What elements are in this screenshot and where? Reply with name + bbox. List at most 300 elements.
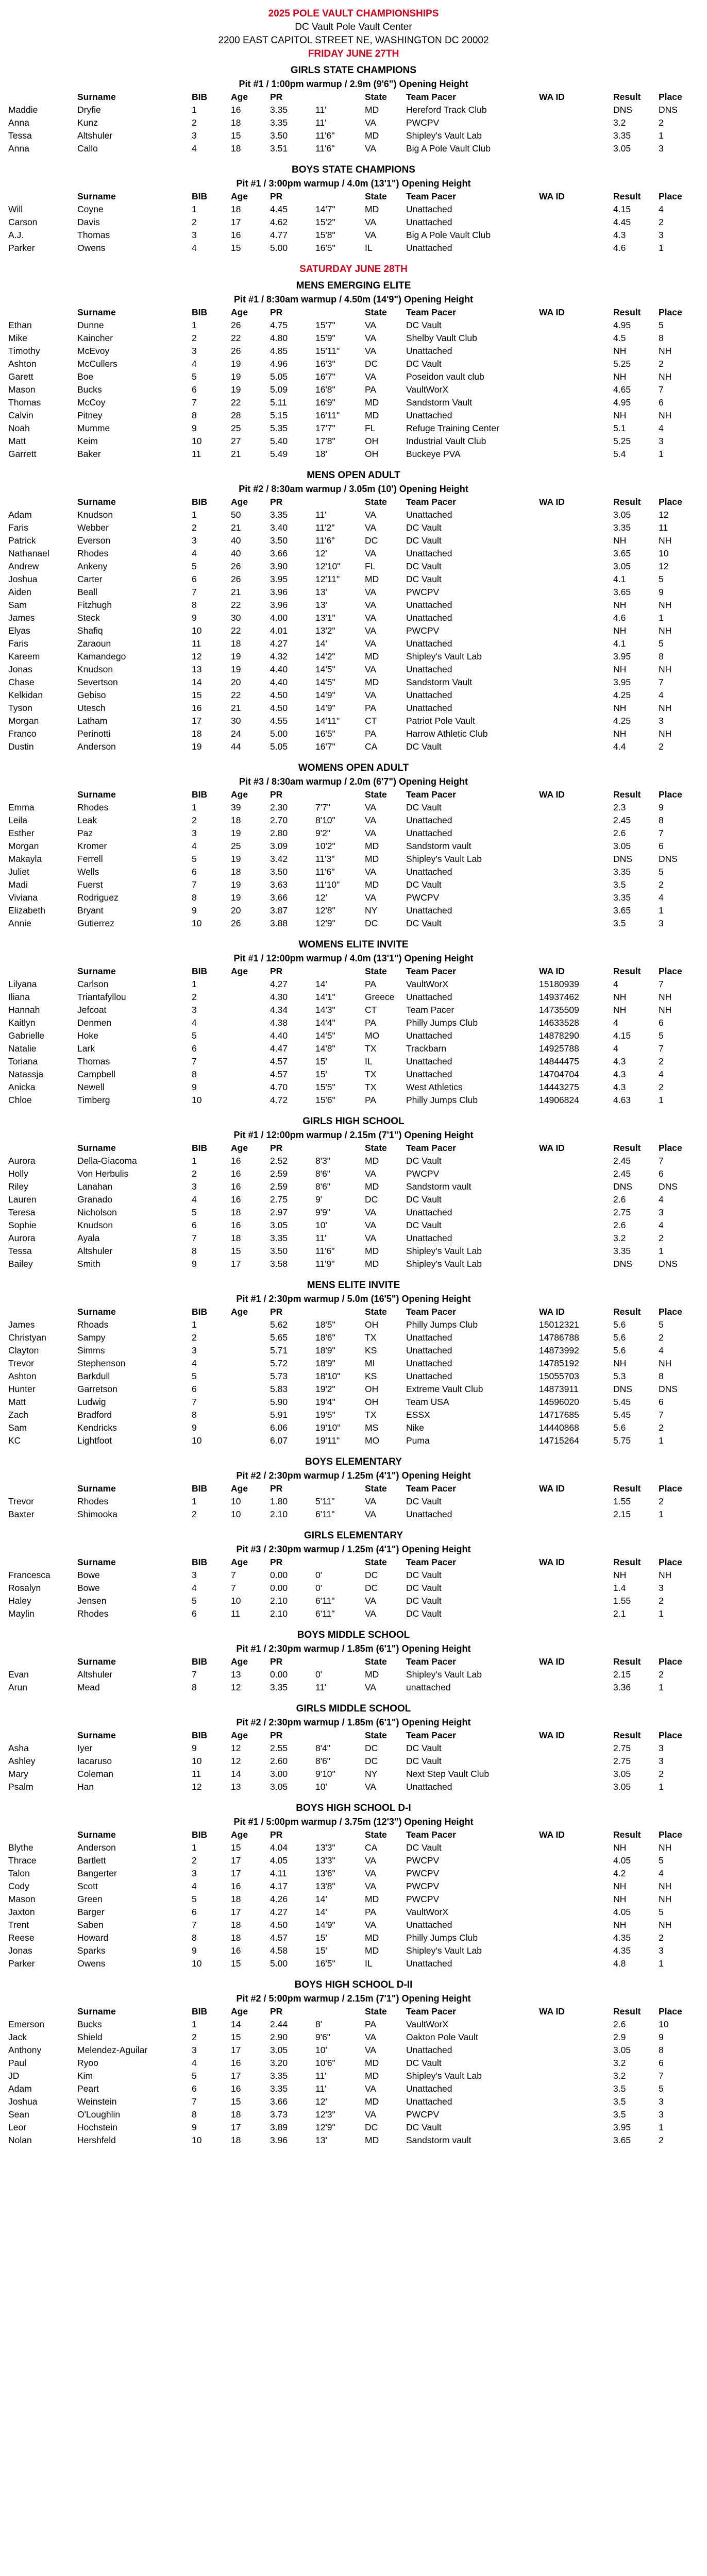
cell-pr-metric: 4.50 — [270, 690, 288, 700]
column-header-result: Result — [613, 2006, 641, 2016]
column-header-age: Age — [231, 191, 248, 201]
column-header-result: Result — [613, 92, 641, 102]
cell-team-pacer: Shipley's Vault Lab — [406, 130, 482, 141]
cell-place: 3 — [659, 918, 664, 928]
cell-bib: 1 — [192, 2019, 197, 2029]
cell-team-pacer: DC Vault — [406, 1608, 442, 1619]
cell-team-pacer: DC Vault — [406, 1570, 442, 1580]
cell-team-pacer: PWCPV — [406, 1894, 440, 1904]
cell-surname: Granado — [77, 1194, 113, 1205]
cell-surname: Zaraoun — [77, 638, 111, 649]
cell-state: OH — [365, 1319, 379, 1330]
cell-pr-imperial: 17'7" — [315, 423, 335, 433]
cell-wa-id — [537, 534, 611, 547]
cell-team-pacer: Unattached — [406, 828, 452, 838]
table-row — [6, 1331, 701, 1344]
cell-age: 18 — [231, 143, 241, 154]
column-header-age: Age — [231, 1307, 248, 1317]
column-header-pr-imperial — [313, 1655, 363, 1668]
cell-age: 26 — [231, 346, 241, 356]
cell-wa-id — [537, 586, 611, 599]
cell-team-pacer: DC Vault — [406, 2122, 442, 2132]
cell-first-name: Anicka — [8, 1082, 36, 1092]
cell-age — [229, 991, 268, 1004]
table-row — [6, 2070, 701, 2082]
table-row — [6, 2121, 701, 2134]
cell-pr-metric: 4.57 — [270, 1056, 288, 1066]
cell-surname: Rhodes — [77, 1496, 109, 1506]
cell-pr-imperial: 15'11" — [315, 346, 340, 356]
cell-surname: Shafiq — [77, 625, 103, 636]
cell-place: 1 — [659, 130, 664, 141]
table-row — [6, 2134, 701, 2147]
cell-surname: Ferrell — [77, 854, 103, 864]
cell-result: NH — [613, 703, 627, 713]
cell-age: 18 — [231, 1894, 241, 1904]
results-table — [6, 496, 701, 753]
cell-place: 3 — [659, 1207, 664, 1217]
cell-pr-metric: 1.80 — [270, 1496, 288, 1506]
cell-age: 11 — [231, 1608, 241, 1619]
cell-team-pacer: Unattached — [406, 548, 452, 558]
cell-wa-id — [537, 663, 611, 676]
column-header-age: Age — [231, 307, 248, 317]
table-row — [6, 1931, 701, 1944]
section-title: GIRLS MIDDLE SCHOOL — [296, 1703, 411, 1714]
cell-state: MD — [365, 204, 379, 214]
cell-place: 3 — [659, 2109, 664, 2120]
cell-first-name: Blythe — [8, 1842, 33, 1853]
cell-pr-imperial: 0' — [315, 1570, 323, 1580]
cell-pr-metric: 2.52 — [270, 1156, 288, 1166]
cell-pr-metric: 3.05 — [270, 1782, 288, 1792]
cell-surname: Callo — [77, 143, 98, 154]
cell-pr-imperial: 18'6" — [315, 1332, 335, 1343]
cell-surname: Denmen — [77, 1018, 112, 1028]
cell-team-pacer: Team Pacer — [406, 1005, 454, 1015]
cell-surname: Scott — [77, 1881, 98, 1891]
cell-surname: Dunne — [77, 320, 104, 330]
cell-place: 10 — [659, 548, 669, 558]
cell-surname: Mead — [77, 1682, 100, 1692]
cell-pr-imperial: 11'9" — [315, 1259, 335, 1269]
cell-age: 26 — [231, 574, 241, 584]
cell-pr-metric: 2.10 — [270, 1596, 288, 1606]
column-header-place: Place — [659, 789, 682, 800]
pit-info: Pit #2 / 5:00pm warmup / 2.15m (7'1") Opening Height — [236, 1993, 471, 2004]
cell-result: 5.45 — [613, 1397, 631, 1407]
cell-pr-metric: 4.38 — [270, 1018, 288, 1028]
cell-first-name: Will — [8, 204, 23, 214]
cell-result: 4.15 — [613, 1030, 631, 1041]
table-row — [6, 1396, 701, 1409]
cell-wa-id — [537, 1957, 611, 1970]
cell-pr-metric: 3.73 — [270, 2109, 288, 2120]
cell-bib: 8 — [192, 1410, 197, 1420]
table-header-row — [6, 1729, 701, 1742]
cell-bib: 6 — [192, 384, 197, 395]
cell-state: OH — [365, 449, 379, 459]
column-header-result: Result — [613, 307, 641, 317]
cell-surname: Utesch — [77, 703, 106, 713]
cell-team-pacer: Unattached — [406, 1207, 452, 1217]
cell-state: VA — [365, 1920, 377, 1930]
cell-wa-id — [537, 509, 611, 521]
cell-pr-imperial: 8' — [315, 2019, 323, 2029]
cell-state: CA — [365, 741, 378, 752]
cell-team-pacer: DC Vault — [406, 320, 442, 330]
column-header-surname: Surname — [77, 966, 116, 976]
cell-pr-metric: 3.50 — [270, 535, 288, 546]
cell-bib: 2 — [192, 1168, 197, 1179]
cell-first-name: Tyson — [8, 703, 32, 713]
cell-wa-id — [537, 2082, 611, 2095]
column-header-surname: Surname — [77, 307, 116, 317]
cell-pr-metric: 3.35 — [270, 1682, 288, 1692]
cell-wa-id — [537, 573, 611, 586]
column-header-first-name — [6, 306, 75, 319]
cell-place: 1 — [659, 613, 664, 623]
cell-place: 1 — [659, 905, 664, 916]
cell-surname: Steck — [77, 613, 100, 623]
cell-pr-metric: 4.50 — [270, 1920, 288, 1930]
cell-wa-id — [537, 1582, 611, 1595]
table-row — [6, 1232, 701, 1245]
cell-pr-metric: 3.40 — [270, 522, 288, 533]
cell-surname: Boe — [77, 371, 94, 382]
cell-pr-metric: 5.90 — [270, 1397, 288, 1407]
cell-team-pacer: Industrial Vault Club — [406, 436, 486, 446]
results-table — [6, 1142, 701, 1270]
cell-state: PA — [365, 1907, 377, 1917]
column-header-state: State — [365, 497, 387, 507]
cell-bib: 10 — [192, 1958, 202, 1969]
cell-pr-imperial: 12'3" — [315, 2109, 335, 2120]
cell-pr-metric: 4.05 — [270, 1855, 288, 1866]
cell-pr-imperial: 9'10" — [315, 1769, 335, 1779]
cell-bib: 2 — [192, 2032, 197, 2042]
cell-state: MD — [365, 2071, 379, 2081]
cell-bib: 8 — [192, 1069, 197, 1079]
column-header-surname: Surname — [77, 1143, 116, 1153]
column-header-place: Place — [659, 1307, 682, 1317]
table-row — [6, 624, 701, 637]
cell-team-pacer: PWCPV — [406, 892, 440, 903]
cell-place: 7 — [659, 1043, 664, 1054]
cell-place: NH — [659, 1842, 672, 1853]
cell-surname: Ankeny — [77, 561, 108, 571]
cell-result: 2.45 — [613, 1156, 631, 1166]
cell-wa-id: 14596020 — [539, 1397, 579, 1407]
table-header-row — [6, 2005, 701, 2018]
cell-state: VA — [365, 548, 377, 558]
cell-pr-imperial: 9'2" — [315, 828, 331, 838]
cell-team-pacer: DC Vault — [406, 1596, 442, 1606]
cell-pr-imperial: 11' — [315, 510, 327, 520]
table-row — [6, 1206, 701, 1219]
cell-age: 15 — [231, 1246, 241, 1256]
column-header-bib: BIB — [192, 966, 208, 976]
cell-state: TX — [365, 1043, 377, 1054]
cell-state: CT — [365, 1005, 377, 1015]
cell-result: 3.05 — [613, 510, 631, 520]
cell-surname: Dryfie — [77, 105, 101, 115]
cell-surname: Smith — [77, 1259, 100, 1269]
cell-place: 3 — [659, 1945, 664, 1956]
cell-pr-metric: 5.40 — [270, 436, 288, 446]
cell-wa-id — [537, 1258, 611, 1270]
cell-first-name: Elyas — [8, 625, 30, 636]
cell-pr-metric: 3.58 — [270, 1259, 288, 1269]
cell-place: 3 — [659, 1583, 664, 1593]
cell-pr-imperial: 15'8" — [315, 230, 335, 240]
cell-pr-imperial: 11' — [315, 117, 327, 128]
cell-surname: Bangerter — [77, 1868, 117, 1878]
cell-wa-id — [537, 878, 611, 891]
cell-age — [229, 1370, 268, 1383]
cell-state: MD — [365, 1945, 379, 1956]
cell-first-name: Andrew — [8, 561, 39, 571]
cell-pr-imperial: 19'4" — [315, 1397, 335, 1407]
cell-result: 4 — [613, 979, 618, 989]
cell-team-pacer: Unattached — [406, 1069, 452, 1079]
cell-surname: Coyne — [77, 204, 104, 214]
cell-pr-metric: 3.66 — [270, 2096, 288, 2107]
cell-pr-imperial: 6'11" — [315, 1608, 335, 1619]
column-header-bib: BIB — [192, 1307, 208, 1317]
cell-first-name: Aiden — [8, 587, 31, 597]
cell-pr-metric: 3.42 — [270, 854, 288, 864]
table-row — [6, 203, 701, 216]
cell-bib: 5 — [192, 1894, 197, 1904]
cell-first-name: Anna — [8, 143, 29, 154]
cell-place: 2 — [659, 117, 664, 128]
cell-first-name: Esther — [8, 828, 35, 838]
cell-result: 5.6 — [613, 1422, 626, 1433]
column-header-state: State — [365, 1656, 387, 1667]
cell-place: 1 — [659, 1435, 664, 1446]
cell-surname: Webber — [77, 522, 109, 533]
cell-pr-metric: 5.73 — [270, 1371, 288, 1381]
cell-wa-id — [537, 2031, 611, 2044]
cell-surname: Bartlett — [77, 1855, 106, 1866]
cell-bib: 10 — [192, 625, 202, 636]
cell-wa-id — [537, 2095, 611, 2108]
cell-state: VA — [365, 1496, 377, 1506]
cell-team-pacer: Poseidon vault club — [406, 371, 484, 382]
cell-state: IL — [365, 1056, 373, 1066]
column-header-bib: BIB — [192, 92, 208, 102]
cell-surname: Rhodes — [77, 548, 109, 558]
cell-wa-id — [537, 1155, 611, 1167]
cell-first-name: Nolan — [8, 2135, 32, 2145]
cell-team-pacer: DC Vault — [406, 879, 442, 890]
table-row — [6, 891, 701, 904]
cell-place: 11 — [659, 522, 668, 533]
cell-result: DNS — [613, 1259, 632, 1269]
cell-wa-id — [537, 1768, 611, 1781]
cell-first-name: Toriana — [8, 1056, 38, 1066]
cell-surname: Shimooka — [77, 1509, 117, 1519]
cell-first-name: Trevor — [8, 1358, 34, 1368]
cell-result: 3.05 — [613, 1782, 631, 1792]
table-row — [6, 689, 701, 702]
cell-result: 3.5 — [613, 2096, 626, 2107]
table-row — [6, 2057, 701, 2070]
cell-surname: Ludwig — [77, 1397, 106, 1407]
cell-wa-id — [537, 1781, 611, 1793]
cell-bib: 5 — [192, 2071, 197, 2081]
column-header-place: Place — [659, 1557, 682, 1567]
column-header-bib: BIB — [192, 497, 208, 507]
table-row — [6, 650, 701, 663]
cell-state: VA — [365, 815, 377, 825]
cell-team-pacer: Patriot Pole Vault — [406, 716, 475, 726]
pit-info: Pit #3 / 2:30pm warmup / 1.25m (4'1") Opening Height — [236, 1544, 471, 1554]
cell-pr-imperial: 6'11" — [315, 1509, 335, 1519]
table-row — [6, 1595, 701, 1607]
cell-surname: Altshuler — [77, 130, 113, 141]
cell-bib: 2 — [192, 1855, 197, 1866]
cell-result: NH — [613, 1358, 627, 1368]
cell-state: VA — [365, 1596, 377, 1606]
cell-team-pacer: DC Vault — [406, 1583, 442, 1593]
column-header-team-pacer: Team Pacer — [406, 1730, 456, 1740]
column-header-first-name — [6, 1306, 75, 1318]
cell-team-pacer: Unattached — [406, 867, 452, 877]
cell-place: NH — [659, 371, 672, 382]
table-row — [6, 422, 701, 435]
cell-surname: Saben — [77, 1920, 104, 1930]
cell-pr-imperial: 12'9" — [315, 918, 335, 928]
cell-surname: Thomas — [77, 1056, 110, 1066]
cell-age — [229, 1318, 268, 1331]
cell-place: 4 — [659, 1069, 664, 1079]
cell-bib: 11 — [192, 638, 201, 649]
cell-first-name: Patrick — [8, 535, 36, 546]
column-header-place: Place — [659, 1656, 682, 1667]
column-header-surname: Surname — [77, 1829, 116, 1840]
cell-result: 5.6 — [613, 1332, 626, 1343]
cell-first-name: Emma — [8, 802, 35, 812]
cell-age: 24 — [231, 728, 241, 739]
section-title: GIRLS ELEMENTARY — [304, 1530, 403, 1541]
cell-wa-id — [537, 1245, 611, 1258]
cell-bib: 8 — [192, 1933, 197, 1943]
cell-bib: 4 — [192, 1583, 197, 1593]
cell-result: 5.3 — [613, 1371, 626, 1381]
cell-bib: 5 — [192, 854, 197, 864]
cell-pr-metric: 4.26 — [270, 1894, 288, 1904]
cell-bib: 7 — [192, 1397, 197, 1407]
cell-team-pacer: PWCPV — [406, 1868, 440, 1878]
cell-state: MD — [365, 1894, 379, 1904]
cell-state: MO — [365, 1030, 380, 1041]
column-header-pr-metric: PR — [270, 1307, 283, 1317]
cell-bib: 17 — [192, 716, 202, 726]
cell-age: 13 — [231, 1782, 241, 1792]
cell-result: NH — [613, 346, 627, 356]
table-row — [6, 409, 701, 422]
cell-pr-imperial: 16'7" — [315, 371, 335, 382]
cell-bib: 19 — [192, 741, 202, 752]
cell-first-name: Emerson — [8, 2019, 45, 2029]
cell-surname: Everson — [77, 535, 111, 546]
cell-pr-imperial: 16'5" — [315, 243, 335, 253]
cell-state: VA — [365, 1782, 377, 1792]
cell-surname: Rhodes — [77, 1608, 109, 1619]
cell-state: NY — [365, 905, 378, 916]
cell-age: 18 — [231, 1920, 241, 1930]
cell-state: TX — [365, 1332, 377, 1343]
cell-state: VA — [365, 1682, 377, 1692]
cell-place: 2 — [659, 1669, 664, 1680]
table-row — [6, 917, 701, 930]
cell-place: 2 — [659, 359, 664, 369]
cell-bib: 3 — [192, 2045, 197, 2055]
cell-place: 1 — [659, 1509, 664, 1519]
cell-state: DC — [365, 359, 378, 369]
table-row — [6, 1421, 701, 1434]
column-header-bib: BIB — [192, 1143, 208, 1153]
cell-state: KS — [365, 1345, 377, 1355]
table-row — [6, 1409, 701, 1421]
section-title: GIRLS HIGH SCHOOL — [302, 1116, 405, 1127]
column-header-result: Result — [613, 1307, 641, 1317]
cell-age: 19 — [231, 371, 241, 382]
cell-surname: Barger — [77, 1907, 105, 1917]
cell-bib: 6 — [192, 867, 197, 877]
cell-wa-id — [537, 814, 611, 827]
cell-age — [229, 1409, 268, 1421]
cell-bib: 2 — [192, 1332, 197, 1343]
cell-wa-id — [537, 242, 611, 255]
column-header-wa-id: WA ID — [539, 497, 565, 507]
cell-wa-id — [537, 203, 611, 216]
table-row — [6, 448, 701, 461]
cell-team-pacer: Sandstorm vault — [406, 1181, 472, 1192]
cell-first-name: Rosalyn — [8, 1583, 41, 1593]
table-row — [6, 1906, 701, 1919]
cell-pr-imperial: 7'7" — [315, 802, 331, 812]
cell-result: NH — [613, 410, 627, 420]
cell-wa-id — [537, 1232, 611, 1245]
cell-pr-imperial: 14' — [315, 1894, 327, 1904]
table-row — [6, 1180, 701, 1193]
cell-team-pacer: Shelby Vault Club — [406, 333, 477, 343]
column-header-wa-id: WA ID — [539, 966, 565, 976]
table-row — [6, 1919, 701, 1931]
cell-first-name: Christyan — [8, 1332, 46, 1343]
cell-surname: Newell — [77, 1082, 105, 1092]
column-header-wa-id: WA ID — [539, 1730, 565, 1740]
column-header-state: State — [365, 1307, 387, 1317]
pit-info: Pit #3 / 8:30am warmup / 2.0m (6'7") Opening Height — [239, 776, 468, 787]
cell-state: VA — [365, 600, 377, 610]
column-header-surname: Surname — [77, 2006, 116, 2016]
cell-first-name: Ethan — [8, 320, 32, 330]
cell-bib: 9 — [192, 2122, 197, 2132]
cell-age: 16 — [231, 2058, 241, 2068]
cell-state: MD — [365, 841, 379, 851]
cell-team-pacer: Unattached — [406, 1332, 452, 1343]
cell-wa-id — [537, 702, 611, 715]
column-header-state: State — [365, 789, 387, 800]
cell-state: MD — [365, 677, 379, 687]
cell-place: NH — [659, 1570, 672, 1580]
cell-bib: 2 — [192, 992, 197, 1002]
cell-pr-imperial: 5'11" — [315, 1496, 335, 1506]
